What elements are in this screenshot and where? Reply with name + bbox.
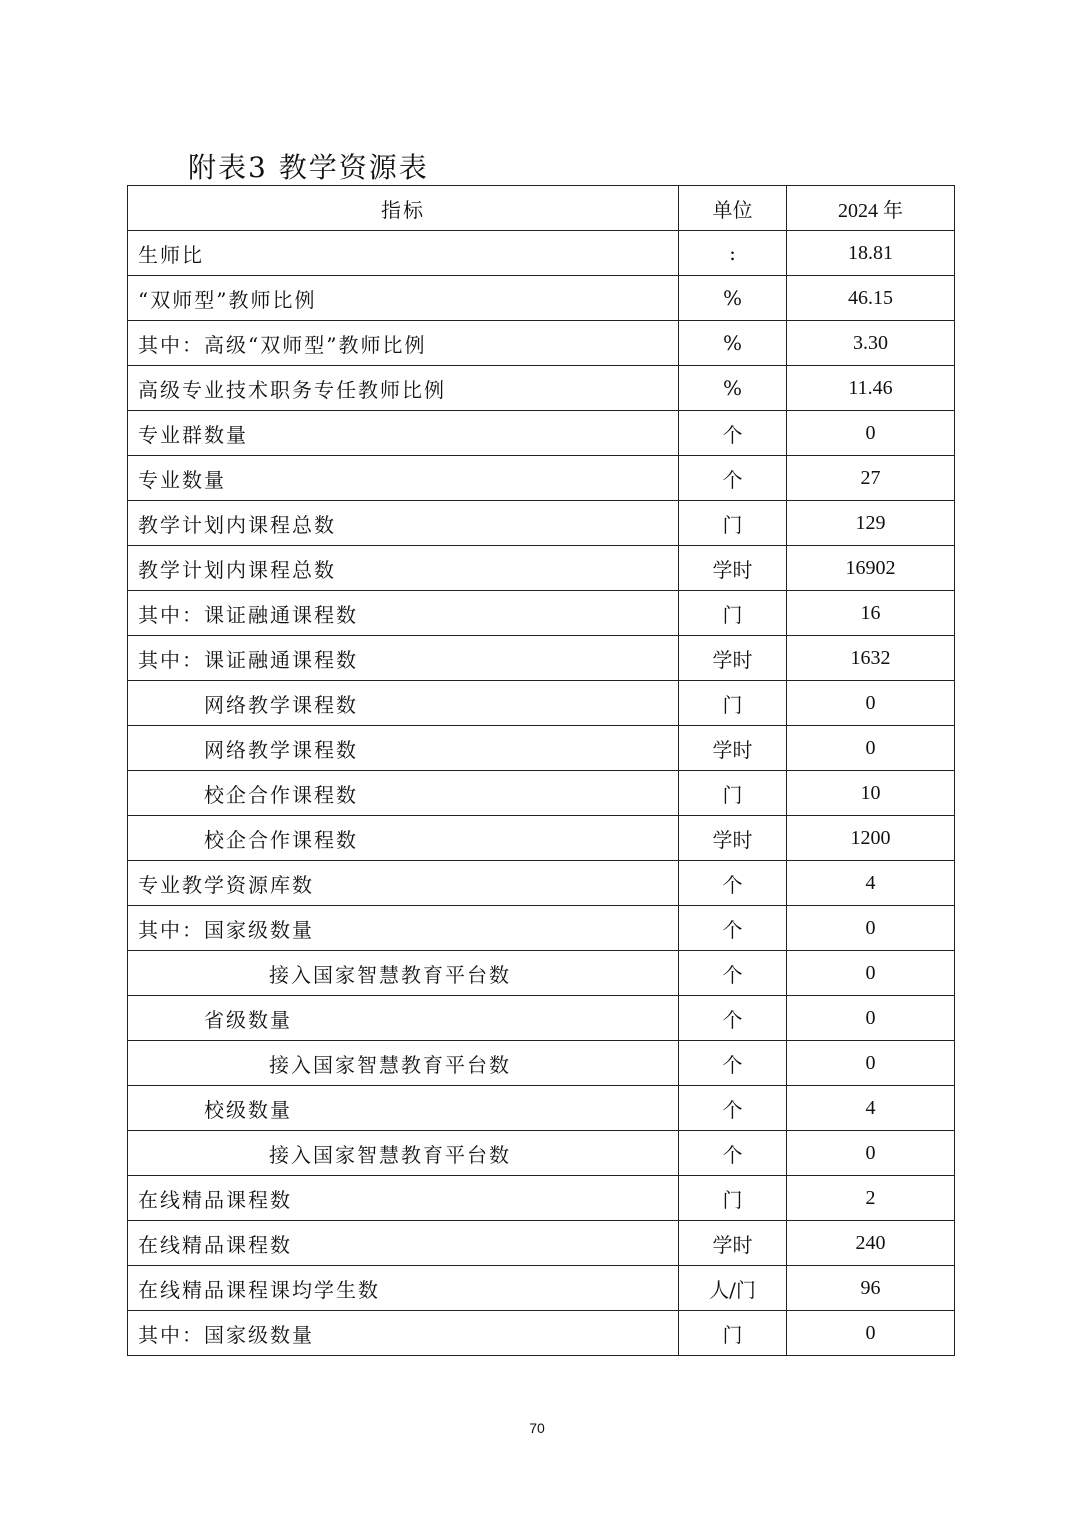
header-year: 2024 年 (787, 186, 955, 231)
indicator-cell: 在线精品课程课均学生数 (128, 1266, 679, 1311)
unit-cell: 门 (679, 501, 787, 546)
teaching-resource-table (127, 185, 955, 1356)
unit-cell: 个 (679, 1086, 787, 1131)
table-row (128, 861, 955, 906)
value-cell: 46.15 (787, 276, 955, 321)
table-row (128, 276, 955, 321)
indicator-cell: 其中：国家级数量 (128, 906, 679, 951)
header-indicator: 指标 (128, 186, 679, 231)
unit-cell: % (679, 366, 787, 411)
indicator-cell: 在线精品课程数 (128, 1221, 679, 1266)
unit-cell: % (679, 276, 787, 321)
unit-cell: 学时 (679, 546, 787, 591)
page-number: 70 (529, 1420, 545, 1436)
indicator-cell: 其中：高级“双师型”教师比例 (128, 321, 679, 366)
value-cell: 27 (787, 456, 955, 501)
unit-cell: 个 (679, 906, 787, 951)
value-cell: 0 (787, 1041, 955, 1086)
unit-cell: 个 (679, 1041, 787, 1086)
table-row (128, 906, 955, 951)
value-cell: 16902 (787, 546, 955, 591)
table-row (128, 771, 955, 816)
unit-cell: 学时 (679, 726, 787, 771)
indicator-cell: 接入国家智慧教育平台数 (128, 1131, 679, 1176)
value-cell: 18.81 (787, 231, 955, 276)
table-row (128, 501, 955, 546)
table-row (128, 726, 955, 771)
value-cell: 0 (787, 906, 955, 951)
header-unit: 单位 (679, 186, 787, 231)
table-body (128, 231, 955, 1356)
value-cell: 4 (787, 861, 955, 906)
table-row (128, 996, 955, 1041)
indicator-cell: 接入国家智慧教育平台数 (128, 1041, 679, 1086)
indicator-cell: 省级数量 (128, 996, 679, 1041)
table-row (128, 1221, 955, 1266)
table-row (128, 1266, 955, 1311)
indicator-cell: 校企合作课程数 (128, 816, 679, 861)
table-row (128, 456, 955, 501)
table-row (128, 1131, 955, 1176)
table-row (128, 546, 955, 591)
indicator-cell: 其中：国家级数量 (128, 1311, 679, 1356)
value-cell: 129 (787, 501, 955, 546)
value-cell: 240 (787, 1221, 955, 1266)
indicator-cell: 校级数量 (128, 1086, 679, 1131)
value-cell: 0 (787, 726, 955, 771)
indicator-cell: 专业数量 (128, 456, 679, 501)
table-row (128, 366, 955, 411)
value-cell: 3.30 (787, 321, 955, 366)
table-row (128, 681, 955, 726)
unit-cell: 个 (679, 1131, 787, 1176)
table-row (128, 591, 955, 636)
unit-cell: 个 (679, 996, 787, 1041)
value-cell: 1200 (787, 816, 955, 861)
page-title: 附表3 教学资源表 (188, 151, 429, 184)
indicator-cell: 网络教学课程数 (128, 681, 679, 726)
value-cell: 0 (787, 996, 955, 1041)
value-cell: 0 (787, 681, 955, 726)
value-cell: 1632 (787, 636, 955, 681)
value-cell: 96 (787, 1266, 955, 1311)
unit-cell: % (679, 321, 787, 366)
indicator-cell: 生师比 (128, 231, 679, 276)
value-cell: 16 (787, 591, 955, 636)
indicator-cell: 接入国家智慧教育平台数 (128, 951, 679, 996)
indicator-cell: 教学计划内课程总数 (128, 546, 679, 591)
indicator-cell: 其中：课证融通课程数 (128, 636, 679, 681)
unit-cell: 个 (679, 411, 787, 456)
table-row (128, 1041, 955, 1086)
table-row (128, 1176, 955, 1221)
table-row (128, 816, 955, 861)
unit-cell: 人/门 (679, 1266, 787, 1311)
unit-cell: 门 (679, 1311, 787, 1356)
indicator-cell: 专业群数量 (128, 411, 679, 456)
table-row (128, 411, 955, 456)
unit-cell: 学时 (679, 816, 787, 861)
table-row (128, 636, 955, 681)
indicator-cell: 教学计划内课程总数 (128, 501, 679, 546)
value-cell: 0 (787, 1131, 955, 1176)
unit-cell: 门 (679, 681, 787, 726)
indicator-cell: 其中：课证融通课程数 (128, 591, 679, 636)
unit-cell: 门 (679, 591, 787, 636)
indicator-cell: 高级专业技术职务专任教师比例 (128, 366, 679, 411)
unit-cell: 个 (679, 861, 787, 906)
table-row (128, 1086, 955, 1131)
table-header-row (128, 186, 955, 231)
value-cell: 0 (787, 1311, 955, 1356)
unit-cell: 门 (679, 1176, 787, 1221)
unit-cell: 门 (679, 771, 787, 816)
indicator-cell: “双师型”教师比例 (128, 276, 679, 321)
indicator-cell: 校企合作课程数 (128, 771, 679, 816)
unit-cell: 个 (679, 951, 787, 996)
value-cell: 10 (787, 771, 955, 816)
unit-cell: 个 (679, 456, 787, 501)
table-row (128, 321, 955, 366)
unit-cell: : (679, 231, 787, 276)
value-cell: 2 (787, 1176, 955, 1221)
table-row (128, 951, 955, 996)
unit-cell: 学时 (679, 1221, 787, 1266)
value-cell: 4 (787, 1086, 955, 1131)
table-row (128, 1311, 955, 1356)
value-cell: 0 (787, 951, 955, 996)
value-cell: 0 (787, 411, 955, 456)
indicator-cell: 在线精品课程数 (128, 1176, 679, 1221)
indicator-cell: 专业教学资源库数 (128, 861, 679, 906)
indicator-cell: 网络教学课程数 (128, 726, 679, 771)
table-row (128, 231, 955, 276)
unit-cell: 学时 (679, 636, 787, 681)
value-cell: 11.46 (787, 366, 955, 411)
